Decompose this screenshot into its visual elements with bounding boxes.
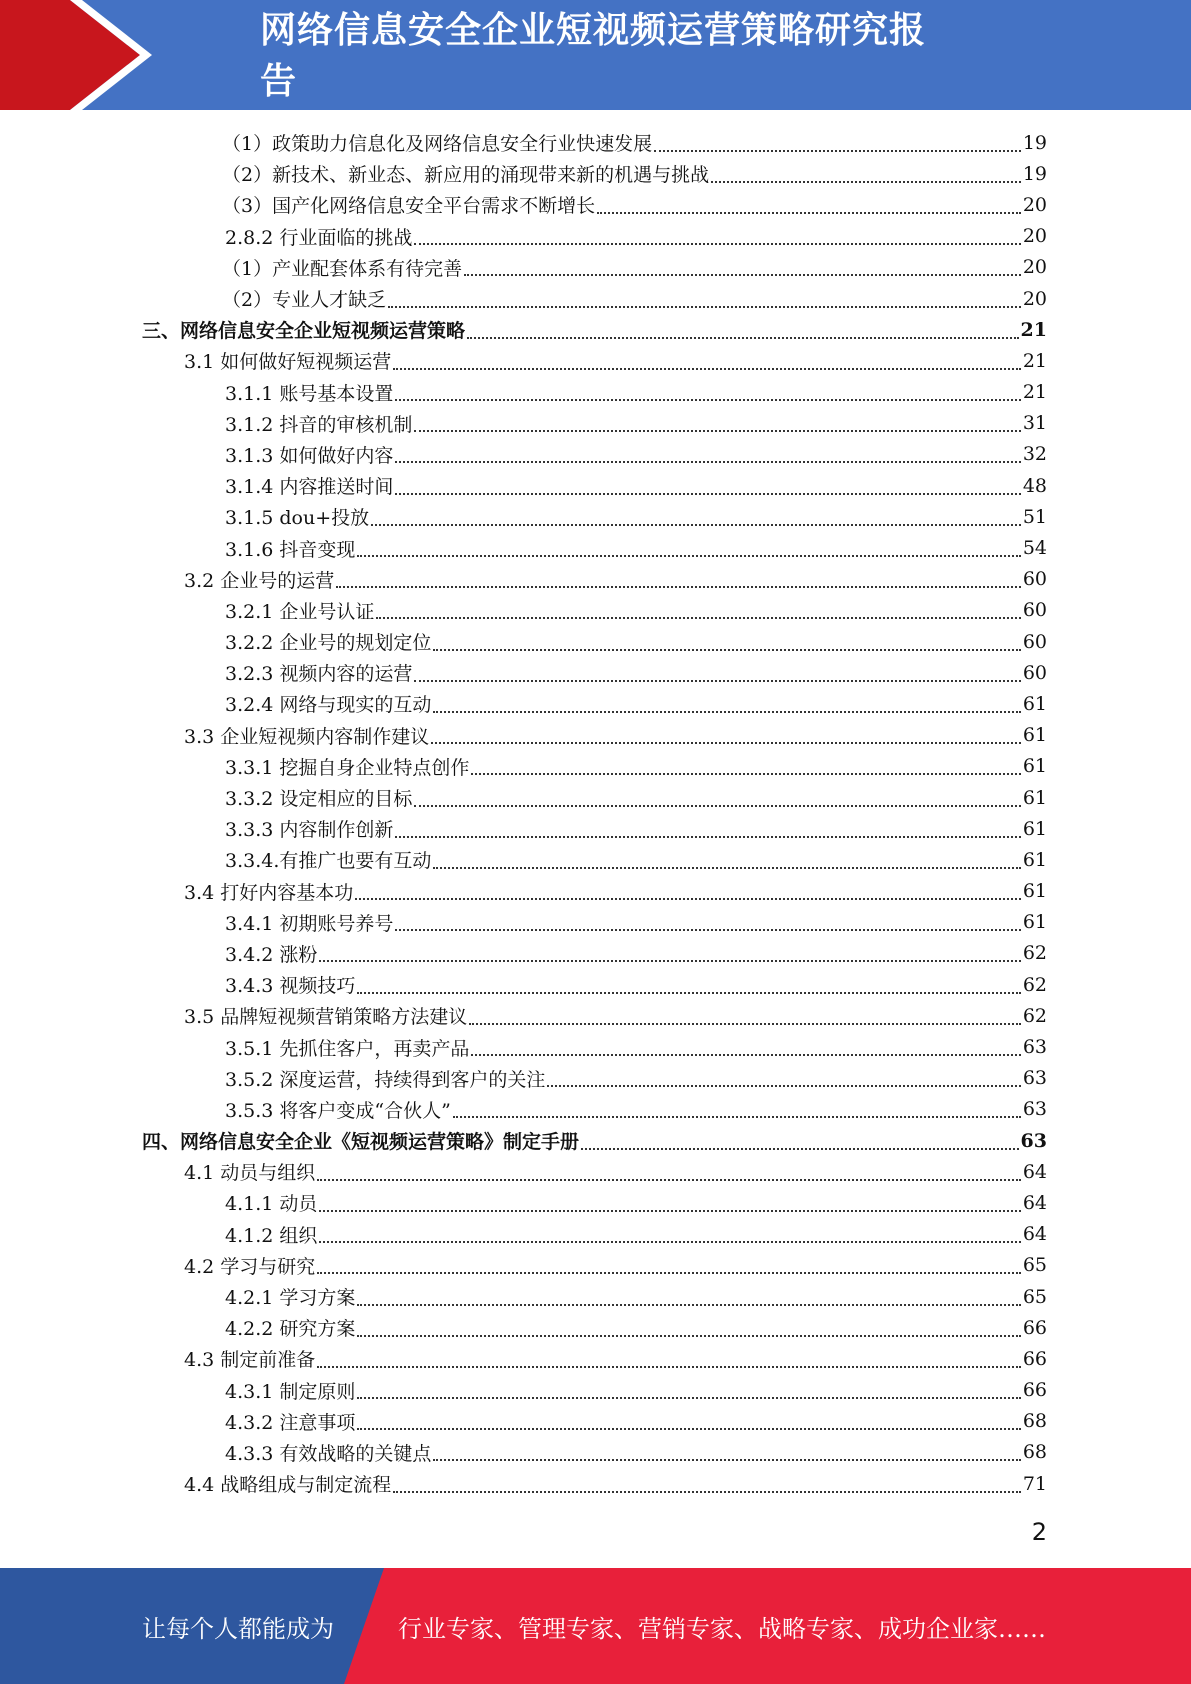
toc-entry-page: 62: [1022, 1004, 1047, 1027]
toc-entry-page: 71: [1022, 1472, 1047, 1495]
toc-dot-leader: [388, 304, 1021, 308]
toc-entry-label: （1）产业配套体系有待完善: [222, 257, 463, 280]
toc-dot-leader: [547, 1083, 1020, 1087]
toc-entry-page: 31: [1022, 412, 1047, 435]
toc-dot-leader: [357, 1426, 1020, 1430]
toc-entry[interactable]: [0, 657, 1191, 688]
toc-entry-page: 51: [1022, 505, 1047, 528]
toc-dot-leader: [395, 491, 1020, 495]
toc-entry[interactable]: [0, 1063, 1191, 1094]
toc-dot-leader: [597, 210, 1021, 214]
toc-entry-page: 21: [1022, 349, 1047, 372]
toc-entry[interactable]: [0, 439, 1191, 470]
toc-entry-label: （1）政策助力信息化及网络信息安全行业快速发展: [222, 133, 653, 156]
chevron-arrow-icon: [0, 0, 160, 110]
toc-entry[interactable]: [0, 782, 1191, 813]
toc-entry-page: 62: [1022, 942, 1047, 965]
toc-dot-leader: [319, 1208, 1020, 1212]
toc-entry-label: 3.4.1 初期账号养号: [225, 912, 394, 935]
toc-entry[interactable]: [0, 158, 1191, 189]
toc-entry-page: 64: [1022, 1223, 1047, 1246]
toc-entry-page: 61: [1022, 880, 1047, 903]
toc-dot-leader: [395, 927, 1020, 931]
toc-entry-label: 4.4 战略组成与制定流程: [184, 1474, 392, 1497]
toc-entry[interactable]: [0, 1406, 1191, 1437]
toc-entry-label: 3.3 企业短视频内容制作建议: [184, 725, 430, 748]
toc-entry-label: 3.2 企业号的运营: [184, 569, 335, 592]
toc-dot-leader: [395, 834, 1020, 838]
toc-entry[interactable]: [0, 127, 1191, 158]
toc-entry-page: 65: [1022, 1254, 1047, 1277]
toc-entry-page: 61: [1022, 911, 1047, 934]
toc-dot-leader: [433, 647, 1020, 651]
toc-entry-label: 三、网络信息安全企业短视频运营策略: [142, 320, 466, 343]
toc-entry[interactable]: [0, 1219, 1191, 1250]
toc-entry[interactable]: [0, 1312, 1191, 1343]
toc-entry-page: 61: [1022, 817, 1047, 840]
toc-entry-label: （2）专业人才缺乏: [222, 289, 387, 312]
toc-dot-leader: [414, 428, 1020, 432]
toc-entry-page: 61: [1022, 786, 1047, 809]
toc-entry-label: 3.1.3 如何做好内容: [225, 444, 394, 467]
page-number: 2: [1031, 1518, 1047, 1546]
toc-dot-leader: [357, 1302, 1020, 1306]
toc-dot-leader: [393, 366, 1021, 370]
toc-entry-page: 65: [1022, 1285, 1047, 1308]
toc-entry[interactable]: [0, 876, 1191, 907]
toc-entry-label: 3.3.2 设定相应的目标: [225, 788, 413, 811]
report-title: 网络信息安全企业短视频运营策略研究报告: [260, 9, 927, 102]
toc-entry-label: 3.5 品牌短视频营销策略方法建议: [184, 1006, 468, 1029]
toc-entry-label: 4.1 动员与组织: [184, 1162, 316, 1185]
toc-entry-label: 3.1 如何做好短视频运营: [184, 351, 392, 374]
toc-entry-label: 3.1.6 抖音变现: [225, 538, 356, 561]
toc-entry[interactable]: [0, 252, 1191, 283]
toc-entry[interactable]: [0, 595, 1191, 626]
toc-entry[interactable]: [0, 1343, 1191, 1374]
toc-entry-page: 20: [1022, 287, 1047, 310]
toc-entry-label: 3.3.3 内容制作创新: [225, 819, 394, 842]
toc-entry-page: 21: [1020, 318, 1047, 341]
toc-entry[interactable]: [0, 283, 1191, 314]
toc-dot-leader: [433, 709, 1020, 713]
toc-dot-leader: [357, 1333, 1020, 1337]
toc-entry-label: 3.3.1 挖掘自身企业特点创作: [225, 756, 470, 779]
toc-entry-page: 21: [1022, 381, 1047, 404]
toc-dot-leader: [319, 958, 1020, 962]
toc-entry-label: 2.8.2 行业面临的挑战: [225, 226, 413, 249]
toc-dot-leader: [336, 584, 1021, 588]
toc-entry-label: 3.1.4 内容推送时间: [225, 476, 394, 499]
toc-entry[interactable]: [0, 501, 1191, 532]
toc-dot-leader: [471, 771, 1020, 775]
toc-entry-label: 四、网络信息安全企业《短视频运营策略》制定手册: [142, 1131, 580, 1154]
toc-entry[interactable]: [0, 408, 1191, 439]
toc-entry-page: 60: [1022, 661, 1047, 684]
toc-entry[interactable]: [0, 1031, 1191, 1062]
toc-dot-leader: [395, 397, 1020, 401]
toc-entry-page: 61: [1022, 692, 1047, 715]
toc-entry-label: 3.5.3 将客户变成“合伙人”: [225, 1099, 451, 1122]
toc-entry-label: 4.1.1 动员: [225, 1193, 318, 1216]
toc-entry[interactable]: [0, 1468, 1191, 1499]
page-footer: [0, 1568, 1191, 1684]
footer-slogan-left: 让每个人都能成为: [142, 1614, 334, 1643]
toc-entry-page: 61: [1022, 724, 1047, 747]
toc-entry[interactable]: [0, 345, 1191, 376]
toc-dot-leader: [433, 865, 1020, 869]
toc-dot-leader: [431, 740, 1021, 744]
toc-entry-label: 3.4.2 涨粉: [225, 943, 318, 966]
toc-entry[interactable]: [0, 470, 1191, 501]
toc-entry[interactable]: [0, 1281, 1191, 1312]
toc-entry-label: （3）国产化网络信息安全平台需求不断增长: [222, 195, 596, 218]
toc-entry-page: 63: [1020, 1129, 1047, 1152]
toc-entry-page: 20: [1022, 225, 1047, 248]
toc-entry-page: 20: [1022, 256, 1047, 279]
toc-entry[interactable]: [0, 720, 1191, 751]
toc-dot-leader: [376, 615, 1020, 619]
table-of-contents: [0, 127, 1191, 1499]
toc-entry[interactable]: [0, 1437, 1191, 1468]
toc-entry[interactable]: [0, 1000, 1191, 1031]
toc-entry-page: 19: [1022, 131, 1047, 154]
toc-entry-page: 63: [1022, 1067, 1047, 1090]
toc-dot-leader: [357, 990, 1020, 994]
toc-entry-label: 4.2.1 学习方案: [225, 1287, 356, 1310]
toc-entry[interactable]: [0, 314, 1191, 345]
toc-entry-label: 3.2.4 网络与现实的互动: [225, 694, 432, 717]
toc-entry[interactable]: [0, 1125, 1191, 1156]
toc-entry-label: 3.4.3 视频技巧: [225, 975, 356, 998]
toc-dot-leader: [433, 1457, 1020, 1461]
toc-entry-page: 64: [1022, 1191, 1047, 1214]
toc-entry-page: 68: [1022, 1410, 1047, 1433]
toc-entry-label: 4.3 制定前准备: [184, 1349, 316, 1372]
toc-entry-label: 4.2 学习与研究: [184, 1255, 316, 1278]
toc-entry[interactable]: [0, 938, 1191, 969]
toc-entry-page: 61: [1022, 848, 1047, 871]
toc-entry[interactable]: [0, 1094, 1191, 1125]
toc-dot-leader: [371, 522, 1021, 526]
toc-entry-page: 63: [1022, 1036, 1047, 1059]
toc-entry[interactable]: [0, 969, 1191, 1000]
toc-dot-leader: [469, 1021, 1021, 1025]
toc-entry[interactable]: [0, 1156, 1191, 1187]
toc-entry[interactable]: [0, 221, 1191, 252]
toc-dot-leader: [654, 148, 1021, 152]
toc-entry-label: 3.2.1 企业号认证: [225, 600, 375, 623]
toc-dot-leader: [471, 1052, 1020, 1056]
toc-entry-page: 60: [1022, 599, 1047, 622]
toc-entry-page: 66: [1022, 1347, 1047, 1370]
toc-entry-label: 4.2.2 研究方案: [225, 1318, 356, 1341]
toc-entry-page: 63: [1022, 1098, 1047, 1121]
toc-entry-label: 4.3.2 注意事项: [225, 1411, 356, 1434]
toc-entry-page: 64: [1022, 1160, 1047, 1183]
toc-entry-page: 66: [1022, 1316, 1047, 1339]
toc-entry[interactable]: [0, 688, 1191, 719]
toc-dot-leader: [319, 1239, 1020, 1243]
toc-entry-page: 61: [1022, 755, 1047, 778]
toc-entry-page: 66: [1022, 1379, 1047, 1402]
toc-dot-leader: [453, 1114, 1021, 1118]
toc-dot-leader: [317, 1270, 1021, 1274]
toc-entry[interactable]: [0, 564, 1191, 595]
toc-entry[interactable]: [0, 189, 1191, 220]
toc-entry-label: 3.3.4.有推广也要有互动: [225, 850, 432, 873]
toc-entry[interactable]: [0, 751, 1191, 782]
toc-entry-label: 3.1.1 账号基本设置: [225, 382, 394, 405]
toc-entry-page: 20: [1022, 193, 1047, 216]
toc-entry-page: 60: [1022, 630, 1047, 653]
toc-dot-leader: [414, 241, 1020, 245]
toc-entry-page: 48: [1022, 474, 1047, 497]
toc-dot-leader: [581, 1146, 1019, 1150]
toc-dot-leader: [317, 1364, 1021, 1368]
toc-dot-leader: [317, 1177, 1021, 1181]
toc-dot-leader: [357, 553, 1020, 557]
toc-entry[interactable]: [0, 532, 1191, 563]
toc-entry-label: 3.4 打好内容基本功: [184, 881, 354, 904]
toc-entry[interactable]: [0, 626, 1191, 657]
toc-entry-label: 3.1.5 dou+投放: [225, 507, 370, 530]
toc-entry-page: 32: [1022, 443, 1047, 466]
toc-entry-label: 4.3.1 制定原则: [225, 1380, 356, 1403]
toc-entry-page: 19: [1022, 162, 1047, 185]
toc-entry-label: 3.1.2 抖音的审核机制: [225, 413, 413, 436]
toc-entry[interactable]: [0, 1250, 1191, 1281]
toc-entry-label: 3.2.2 企业号的规划定位: [225, 632, 432, 655]
toc-entry-label: （2）新技术、新业态、新应用的涌现带来新的机遇与挑战: [222, 164, 710, 187]
page-header: [0, 0, 1191, 110]
toc-entry[interactable]: [0, 1187, 1191, 1218]
toc-entry-page: 54: [1022, 537, 1047, 560]
toc-entry-page: 60: [1022, 568, 1047, 591]
toc-entry-label: 3.2.3 视频内容的运营: [225, 663, 413, 686]
toc-entry[interactable]: [0, 844, 1191, 875]
toc-dot-leader: [414, 678, 1020, 682]
toc-dot-leader: [711, 179, 1021, 183]
toc-entry-page: 68: [1022, 1441, 1047, 1464]
toc-entry-label: 3.5.1 先抓住客户，再卖产品: [225, 1037, 470, 1060]
toc-dot-leader: [467, 335, 1019, 339]
toc-dot-leader: [414, 803, 1020, 807]
toc-dot-leader: [395, 459, 1020, 463]
toc-entry[interactable]: [0, 907, 1191, 938]
toc-dot-leader: [357, 1395, 1020, 1399]
toc-entry[interactable]: [0, 1375, 1191, 1406]
toc-dot-leader: [464, 272, 1021, 276]
toc-entry[interactable]: [0, 377, 1191, 408]
toc-entry-page: 62: [1022, 973, 1047, 996]
toc-entry-label: 4.1.2 组织: [225, 1224, 318, 1247]
toc-dot-leader: [355, 896, 1021, 900]
toc-entry[interactable]: [0, 813, 1191, 844]
footer-slogan-right: 行业专家、管理专家、营销专家、战略专家、成功企业家……: [398, 1614, 1046, 1643]
toc-dot-leader: [393, 1489, 1021, 1493]
toc-entry-label: 4.3.3 有效战略的关键点: [225, 1442, 432, 1465]
toc-entry-label: 3.5.2 深度运营，持续得到客户的关注: [225, 1068, 546, 1091]
